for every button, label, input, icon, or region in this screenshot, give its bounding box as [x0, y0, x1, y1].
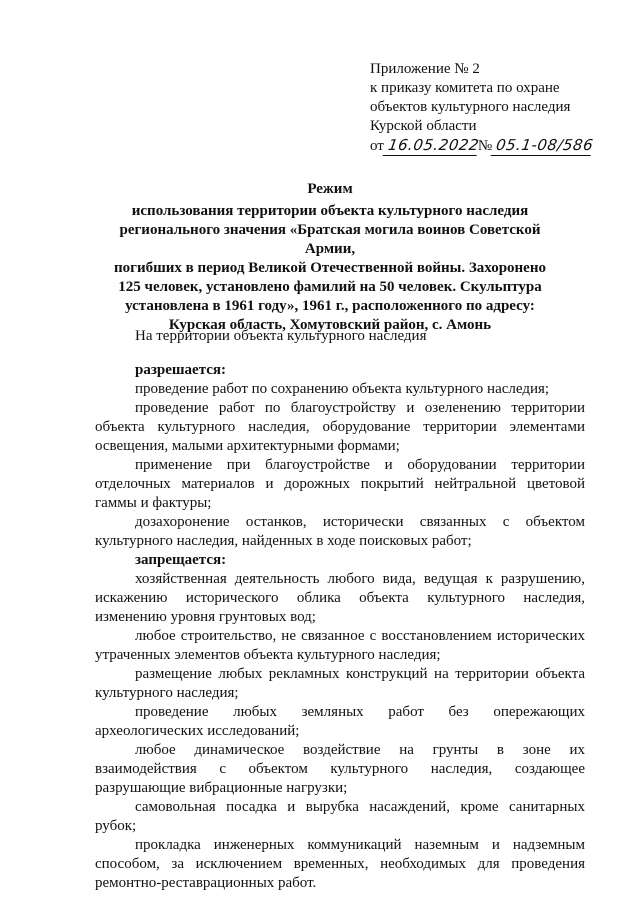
appendix-block — [370, 60, 620, 156]
allowed-item: дозахоронение останков, исторически связанных с объектом культурного наследия, найденных в ходе поисковых работ; — [95, 514, 585, 549]
forbidden-item: хозяйственная деятельность любого вида, ведущая к разрушению, искажению исторического облика объекта культурного наследия, изменению уровня грунтовых вод; — [95, 571, 585, 625]
title-line-4: 125 человек, установлено фамилий на 50 человек. Скульптура — [118, 279, 542, 295]
allowed-heading: разрешается: — [135, 362, 227, 378]
forbidden-item: проведение любых земляных работ без опережающих археологических исследований; — [95, 704, 585, 739]
forbidden-item: самовольная посадка и вырубка насаждений, кроме санитарных рубок; — [95, 799, 585, 834]
appendix-order-ref: к приказу комитета по охране — [370, 80, 560, 96]
forbidden-item: любое динамическое воздействие на грунты в зоне их взаимодействия с объектом культурного наследия, создающее разрушающие вибрационные нагрузки; — [95, 742, 585, 796]
forbidden-heading: запрещается: — [135, 552, 227, 568]
forbidden-item: размещение любых рекламных конструкций на территории объекта культурного наследия; — [95, 666, 585, 701]
intro-text: На территории объекта культурного наследия — [135, 328, 427, 344]
title-line-5: установлена в 1961 году», 1961 г., расположенного по адресу: — [125, 298, 535, 314]
forbidden-item: любое строительство, не связанное с восстановлением исторических утраченных элементов объекта культурного наследия; — [95, 628, 585, 663]
title-line-1: использования территории объекта культурного наследия — [131, 203, 529, 219]
regime-body — [95, 361, 585, 893]
date-prefix: от — [370, 138, 384, 154]
appendix-committee: объектов культурного наследия — [370, 99, 571, 115]
appendix-region: Курской области — [370, 118, 477, 134]
allowed-item: проведение работ по благоустройству и озеленению территории объекта культурного наследия, оборудование территории элементами освещения, малыми архитектурными формами; — [95, 400, 585, 454]
number-sign: № — [477, 138, 493, 154]
title-line-3: погибших в период Великой Отечественной войны. Захоронено — [114, 260, 546, 276]
document-title — [95, 180, 565, 335]
handwritten-order-number: 05.1-08/586 — [491, 136, 594, 156]
appendix-date-line — [370, 136, 620, 156]
appendix-number: Приложение № 2 — [370, 61, 480, 77]
allowed-item: проведение работ по сохранению объекта культурного наследия; — [135, 381, 550, 397]
title-line-6: Курская область, Хомутовский район, с. Амонь — [168, 317, 492, 333]
handwritten-date: 16.05.2022 — [382, 136, 479, 156]
allowed-item: применение при благоустройстве и оборудовании территории отделочных материалов и дорожных покрытий нейтральной цветовой гаммы и фактуры; — [95, 457, 585, 511]
title-line-2: регионального значения «Братская могила воинов Советской Армии, — [119, 222, 541, 257]
title-heading: Режим — [307, 181, 353, 197]
forbidden-item: прокладка инженерных коммуникаций наземным и надземным способом, за исключением временных, необходимых для проведения ремонтно-реставрационных работ. — [95, 837, 585, 891]
